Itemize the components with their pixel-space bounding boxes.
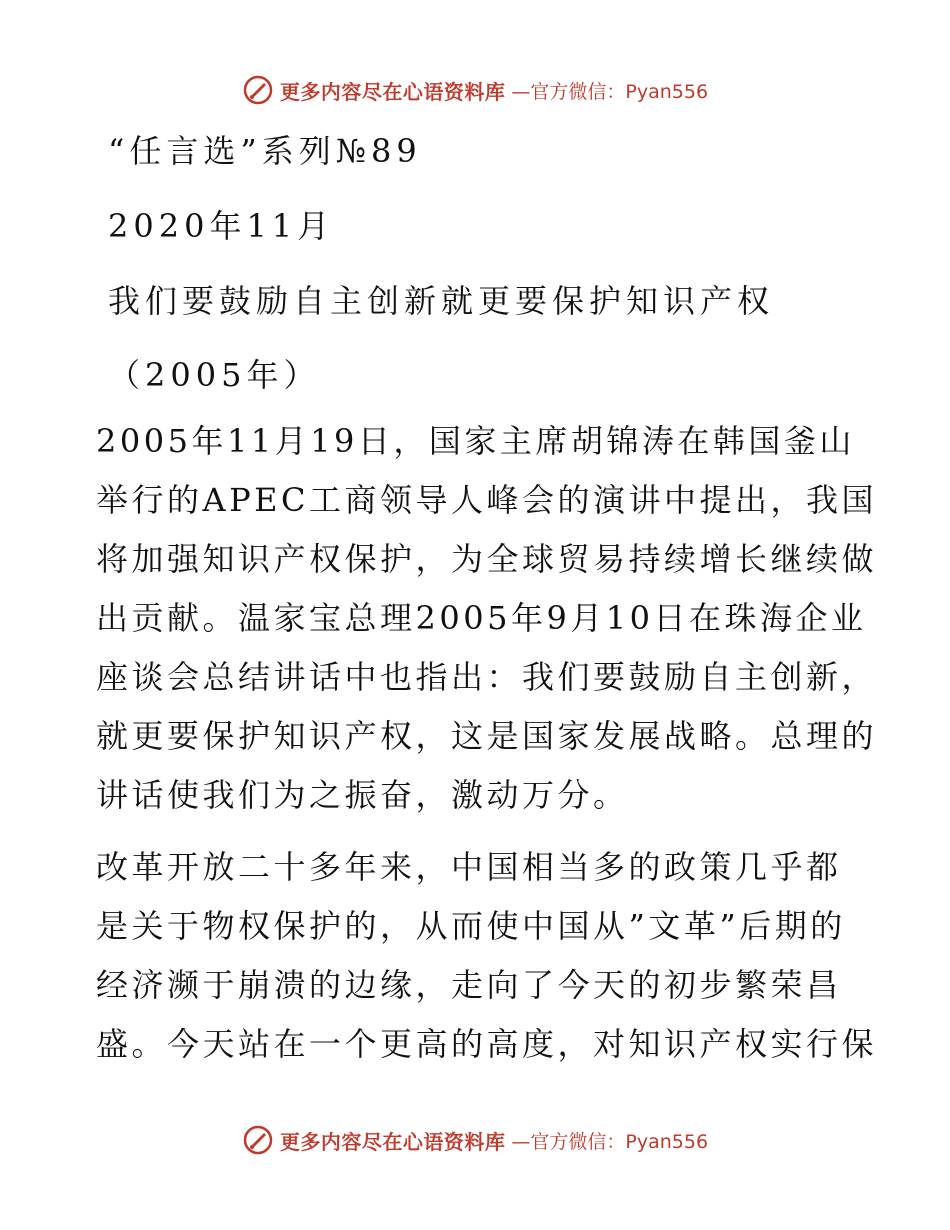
quill-logo-icon	[242, 74, 274, 106]
watermark-main-text: 更多内容尽在心语资料库	[279, 79, 506, 104]
paragraph-line: 是关于物权保护的，从而使中国从”文革”后期的	[96, 907, 846, 945]
paragraph-line: 将加强知识产权保护，为全球贸易持续增长继续做	[96, 540, 878, 578]
watermark-sub-text: —官方微信：Pyan556	[511, 80, 709, 103]
footer-watermark	[0, 1120, 950, 1160]
document-year: （2005年）	[108, 356, 321, 394]
document-title: 我们要鼓励自主创新就更要保护知识产权	[108, 282, 775, 320]
paragraph-1	[96, 412, 878, 825]
paragraph-2	[96, 838, 878, 1074]
paragraph-line: 座谈会总结讲话中也指出：我们要鼓励自主创新，	[96, 658, 878, 696]
paragraph-line: 改革开放二十多年来，中国相当多的政策几乎都	[96, 848, 842, 886]
paragraph-line: 2005年11月19日，国家主席胡锦涛在韩国釜山	[96, 422, 855, 460]
paragraph-line: 出贡献。温家宝总理2005年9月10日在珠海企业	[96, 599, 867, 637]
document-date: 2020年11月	[108, 207, 335, 245]
quill-logo-icon	[242, 1124, 274, 1156]
paragraph-line: 盛。今天站在一个更高的高度，对知识产权实行保	[96, 1025, 878, 1063]
watermark-main-text: 更多内容尽在心语资料库	[279, 1129, 506, 1154]
paragraph-line: 经济濒于崩溃的边缘，走向了今天的初步繁荣昌	[96, 966, 842, 1004]
paragraph-line: 就更要保护知识产权，这是国家发展战略。总理的	[96, 717, 878, 755]
header-watermark	[0, 70, 950, 110]
paragraph-line: 举行的APEC工商领导人峰会的演讲中提出，我国	[96, 481, 877, 519]
watermark-sub-text: —官方微信：Pyan556	[511, 1130, 709, 1153]
series-label: “任言选”系列№89	[108, 132, 422, 170]
paragraph-line: 讲话使我们为之振奋，激动万分。	[96, 776, 629, 814]
